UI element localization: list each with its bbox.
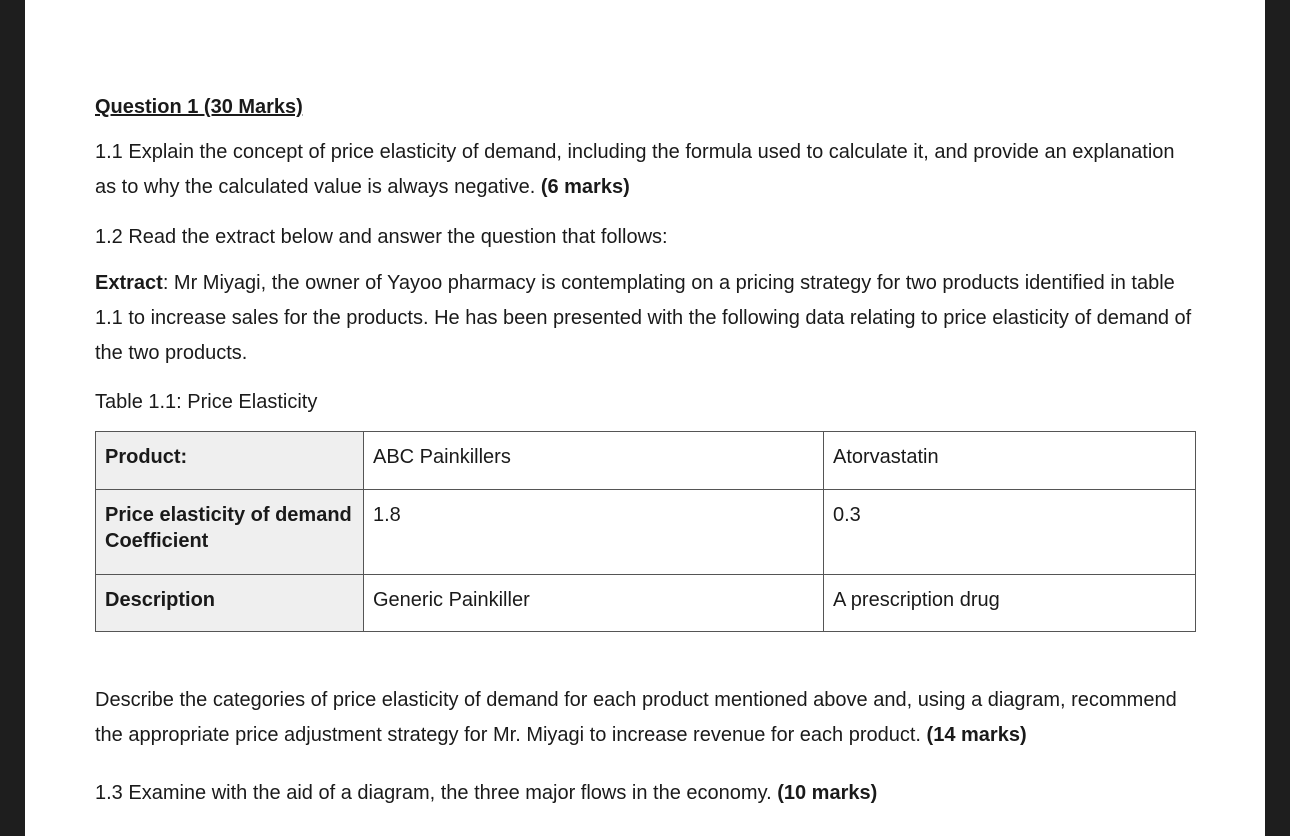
table-row — [96, 490, 1196, 575]
question-1-1 — [95, 135, 1195, 205]
table-row — [96, 575, 1196, 632]
table-cell: Atorvastatin — [824, 432, 1196, 490]
table-row-header: Price elasticity of demand Coefficient — [96, 490, 364, 575]
question-heading: Question 1 (30 Marks) — [95, 96, 303, 118]
table-cell: A prescription drug — [824, 575, 1196, 632]
table-row-header: Description — [96, 575, 364, 632]
question-1-1-text: 1.1 Explain the concept of price elasticity of demand, including the formula used to calculate it, and provide an explanation as to why the calculated value is always negative. — [95, 141, 1175, 198]
question-1-1-marks: (6 marks) — [540, 176, 630, 198]
table-cell: ABC Painkillers — [364, 432, 824, 490]
price-elasticity-table — [95, 431, 1196, 632]
question-1-2-intro: 1.2 Read the extract below and answer the question that follows: — [95, 226, 668, 248]
extract-paragraph — [95, 266, 1195, 371]
question-1-3 — [95, 776, 877, 811]
table-cell: Generic Painkiller — [364, 575, 824, 632]
table-caption: Table 1.1: Price Elasticity — [95, 391, 318, 413]
table-row-header: Product: — [96, 432, 364, 490]
document-page — [25, 0, 1265, 836]
question-1-2-marks: (14 marks) — [926, 724, 1027, 746]
table-cell: 1.8 — [364, 490, 824, 575]
question-1-3-text: 1.3 Examine with the aid of a diagram, the three major flows in the economy. — [95, 782, 772, 804]
extract-text: : Mr Miyagi, the owner of Yayoo pharmacy is contemplating on a pricing strategy for two products identified in table 1.1 to increase sales for the products. He has been presented with the following data relating to price elasticity of demand of the two products. — [95, 272, 1192, 364]
question-1-2-task — [95, 683, 1205, 753]
extract-label: Extract — [95, 272, 163, 294]
table-row — [96, 432, 1196, 490]
question-1-2-task-text: Describe the categories of price elasticity of demand for each product mentioned above and, using a diagram, recommend the appropriate price adjustment strategy for Mr. Miyagi to increase revenue for each product. — [95, 689, 1177, 746]
table-cell: 0.3 — [824, 490, 1196, 575]
question-1-3-marks: (10 marks) — [777, 782, 878, 804]
document-content — [95, 93, 1205, 804]
